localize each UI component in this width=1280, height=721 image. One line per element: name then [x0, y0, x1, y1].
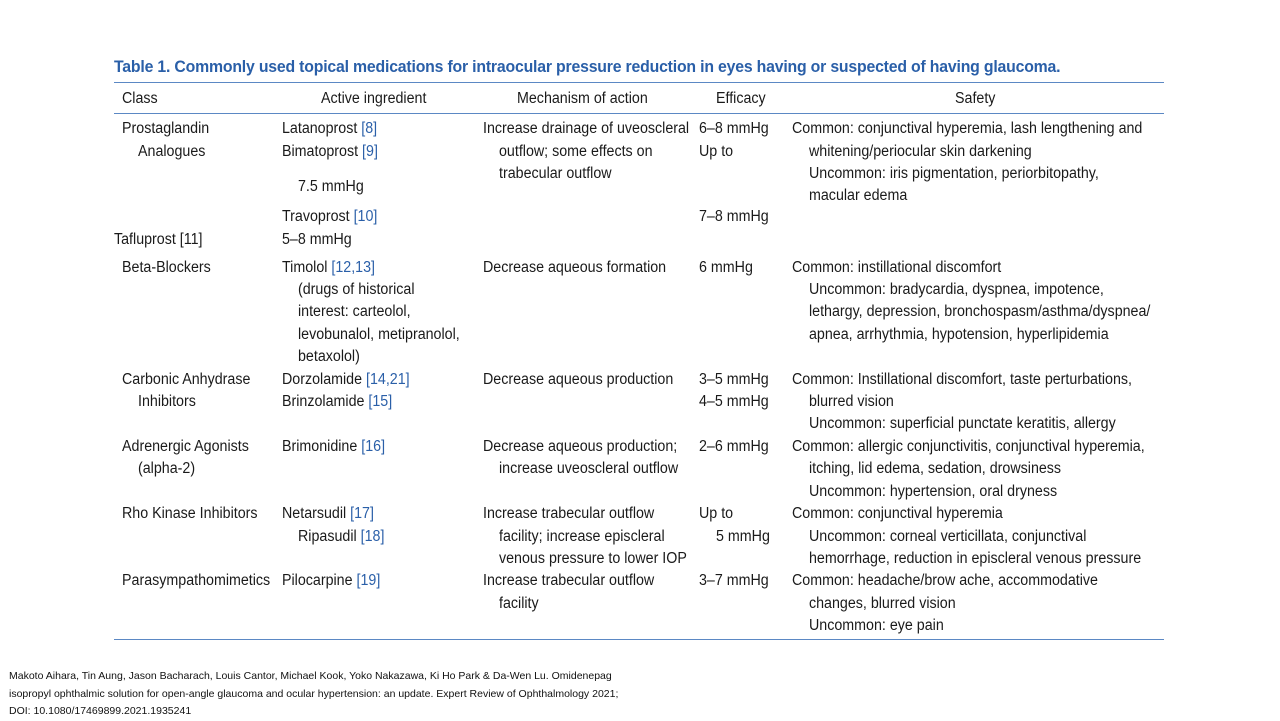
efficacy-value: 5–8 mmHg	[282, 231, 352, 248]
efficacy-value: 7.5 mmHg	[298, 178, 364, 195]
active-ingredient: interest: carteolol,	[298, 303, 411, 320]
efficacy-value: 5 mmHg	[716, 528, 770, 545]
active-ingredient	[282, 206, 377, 229]
safety-text: Common: allergic conjunctivitis, conjunctival hyperemia,	[792, 438, 1145, 455]
reference-link[interactable]: [16]	[361, 438, 386, 455]
safety-text: Uncommon: corneal verticillata, conjunctival	[809, 528, 1087, 545]
table-title: Table 1. Commonly used topical medications for intraocular pressure reduction in eyes having or suspected of having glaucoma.	[114, 57, 1061, 76]
mechanism-text: trabecular outflow	[499, 165, 612, 182]
mechanism-text: Increase trabecular outflow	[483, 572, 655, 589]
mechanism-text: Increase trabecular outflow	[483, 505, 655, 522]
safety-text: changes, blurred vision	[809, 595, 956, 612]
row-class: Parasympathomimetics	[122, 572, 271, 589]
safety-text: Uncommon: eye pain	[809, 617, 944, 634]
active-ingredient	[282, 436, 385, 459]
drug-name: Latanoprost	[282, 120, 362, 137]
efficacy-value: 3–5 mmHg	[699, 371, 769, 388]
header-active-ingredient: Active ingredient	[321, 90, 427, 107]
active-ingredient	[298, 526, 384, 549]
mechanism-text: outflow; some effects on	[499, 143, 653, 160]
active-ingredient	[282, 391, 392, 414]
mechanism-text: increase uveoscleral outflow	[499, 460, 679, 477]
active-ingredient	[282, 257, 375, 280]
header-rule	[114, 113, 1164, 114]
mechanism-text: venous pressure to lower IOP	[499, 550, 687, 567]
drug-name: Travoprost	[282, 208, 354, 225]
safety-text: Common: instillational discomfort	[792, 259, 1002, 276]
header-safety: Safety	[955, 90, 996, 107]
safety-text: Uncommon: superficial punctate keratitis, allergy	[809, 415, 1116, 432]
header-mechanism: Mechanism of action	[517, 90, 648, 107]
active-ingredient	[282, 503, 374, 526]
drug-name: Brinzolamide	[282, 393, 369, 410]
caption-line: isopropyl ophthalmic solution for open-angle glaucoma and ocular hypertension: an update. Expert Review of Ophthalmology 2021;	[9, 687, 619, 700]
mechanism-text: Decrease aqueous formation	[483, 259, 667, 276]
row-class: Beta-Blockers	[122, 259, 211, 276]
reference-link[interactable]: [9]	[362, 143, 378, 160]
mechanism-text: Increase drainage of uveoscleral	[483, 120, 690, 137]
caption-line: DOI: 10.1080/17469899.2021.1935241	[9, 705, 192, 717]
caption-line: Makoto Aihara, Tin Aung, Jason Bacharach, Louis Cantor, Michael Kook, Yoko Nakazawa, Ki Ho Park & Da-Wen Lu. Omidenepag	[9, 670, 612, 682]
drug-name: Dorzolamide	[282, 371, 367, 388]
safety-text: macular edema	[809, 187, 908, 204]
mechanism-text: Decrease aqueous production	[483, 371, 674, 388]
efficacy-value: 2–6 mmHg	[699, 438, 769, 455]
safety-text: apnea, arrhythmia, hypotension, hyperlipidemia	[809, 326, 1109, 343]
efficacy-value: Up to	[699, 143, 734, 160]
mechanism-text: Decrease aqueous production;	[483, 438, 678, 455]
mechanism-text: facility	[499, 595, 539, 612]
safety-text: Common: conjunctival hyperemia	[792, 505, 1003, 522]
active-ingredient: Tafluprost [11]	[114, 231, 203, 248]
reference-link[interactable]: [12,13]	[331, 259, 376, 276]
row-class: Inhibitors	[138, 393, 196, 410]
drug-name: Timolol	[282, 259, 332, 276]
header-efficacy: Efficacy	[716, 90, 766, 107]
reference-link[interactable]: [18]	[360, 528, 385, 545]
row-class: Adrenergic Agonists	[122, 438, 249, 455]
reference-link[interactable]: [10]	[353, 208, 378, 225]
efficacy-value: 7–8 mmHg	[699, 208, 769, 225]
row-class: Analogues	[138, 143, 206, 160]
citation-caption	[9, 668, 618, 721]
safety-text: blurred vision	[809, 393, 894, 410]
bottom-rule	[114, 639, 1164, 640]
top-rule	[114, 82, 1164, 83]
reference-link[interactable]: [8]	[361, 120, 378, 137]
safety-text: whitening/periocular skin darkening	[809, 143, 1032, 160]
row-class: Rho Kinase Inhibitors	[122, 505, 258, 522]
drug-name: Bimatoprost	[282, 143, 363, 160]
active-ingredient: levobunalol, metipranolol,	[298, 326, 460, 343]
reference-link[interactable]: [17]	[350, 505, 374, 522]
safety-text: Common: Instillational discomfort, taste perturbations,	[792, 371, 1133, 388]
active-ingredient	[282, 141, 378, 164]
safety-text: itching, lid edema, sedation, drowsiness	[809, 460, 1062, 477]
active-ingredient: (drugs of historical	[298, 281, 415, 298]
efficacy-value: 4–5 mmHg	[699, 393, 769, 410]
drug-name: Ripasudil	[298, 528, 361, 545]
safety-text: lethargy, depression, bronchospasm/asthma/dyspnea/	[809, 303, 1151, 320]
efficacy-value: Up to	[699, 505, 734, 522]
reference-link[interactable]: [14,21]	[366, 371, 410, 388]
safety-text: hemorrhage, reduction in episcleral venous pressure	[809, 550, 1142, 567]
mechanism-text: facility; increase episcleral	[499, 528, 665, 545]
active-ingredient	[282, 118, 377, 141]
active-ingredient: betaxolol)	[298, 348, 360, 365]
row-class: Carbonic Anhydrase	[122, 371, 251, 388]
header-class: Class	[122, 90, 158, 107]
row-class: (alpha-2)	[138, 460, 196, 477]
safety-text: Common: conjunctival hyperemia, lash lengthening and	[792, 120, 1143, 137]
row-class: Prostaglandin	[122, 120, 210, 137]
safety-text: Common: headache/brow ache, accommodative	[792, 572, 1098, 589]
active-ingredient	[282, 570, 380, 593]
drug-name: Pilocarpine	[282, 572, 357, 589]
drug-name: Netarsudil	[282, 505, 351, 522]
active-ingredient	[282, 369, 410, 392]
safety-text: Uncommon: bradycardia, dyspnea, impotence,	[809, 281, 1104, 298]
efficacy-value: 3–7 mmHg	[699, 572, 769, 589]
drug-name: Brimonidine	[282, 438, 362, 455]
reference-link[interactable]: [19]	[356, 572, 381, 589]
efficacy-value: 6 mmHg	[699, 259, 753, 276]
efficacy-value: 6–8 mmHg	[699, 120, 769, 137]
safety-text: Uncommon: iris pigmentation, periorbitopathy,	[809, 165, 1099, 182]
reference-link[interactable]: [15]	[368, 393, 393, 410]
safety-text: Uncommon: hypertension, oral dryness	[809, 483, 1058, 500]
